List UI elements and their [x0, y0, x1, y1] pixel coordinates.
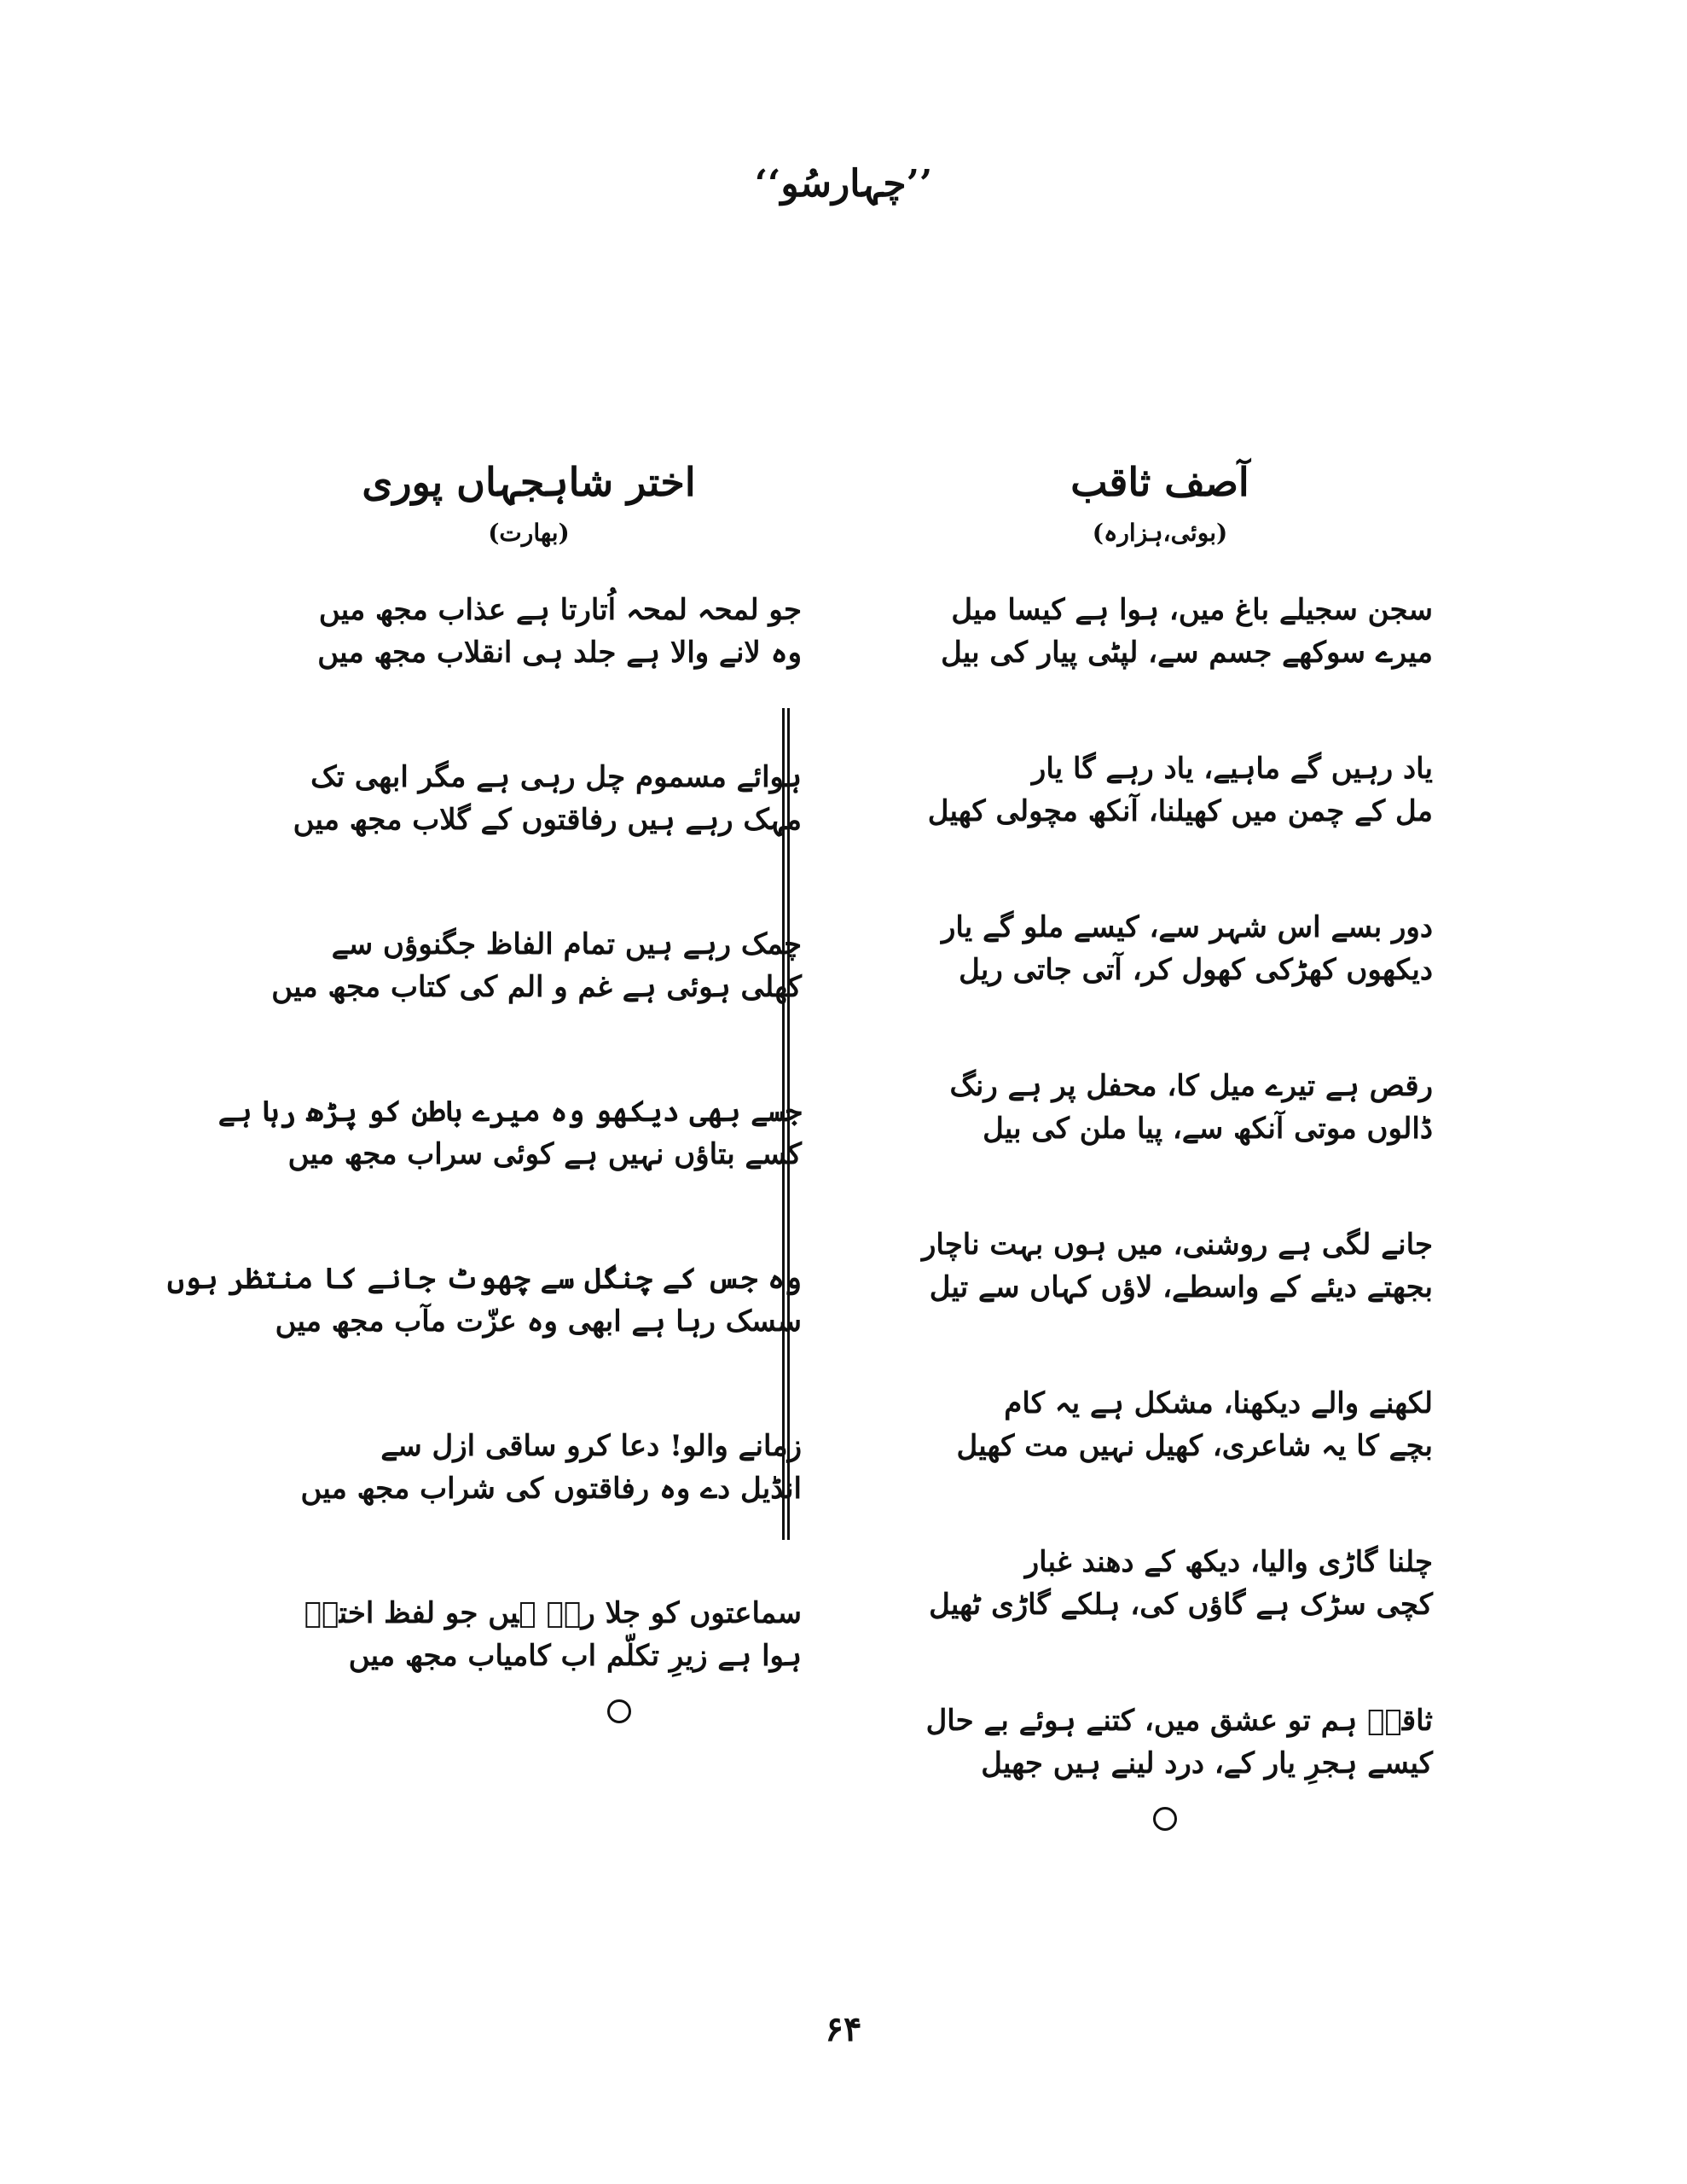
couplet [887, 1065, 1433, 1150]
couplet [887, 589, 1433, 674]
verse-line: چلنا گاڑی والیا، دیکھ کے دھند غبار [1024, 1545, 1433, 1579]
couplet [217, 1090, 802, 1176]
verse-line: لکھنے والے دیکھنا، مشکل ہے یہ کام [1004, 1386, 1433, 1420]
page-number: ۶۴ [825, 2009, 862, 2049]
couplet [887, 906, 1433, 991]
verse-line: ہوا ہے زیرِ تکلّم اب کامیاب مجھ میں [348, 1639, 802, 1673]
verse-line: ڈالوں موتی آنکھ سے، پیا ملن کی بیل [983, 1112, 1433, 1146]
verse-line: جانے لگی ہے روشنی، میں ہوں بہت ناچار [921, 1228, 1433, 1262]
poem-column-right [887, 452, 1433, 1831]
verse-line: کسے بتاؤں نہیں ہے کوئی سراب مجھ میں [287, 1137, 802, 1171]
couplet [256, 589, 802, 674]
verse-line: یاد رہیں گے ماہیے، یاد رہے گا یار [1031, 752, 1433, 786]
verse-line: مہک رہے ہیں رفاقتوں کے گلاب مجھ میں [293, 803, 802, 837]
verse-line: رقص ہے تیرے میل کا، محفل پر ہے رنگ [949, 1069, 1433, 1103]
couplet [887, 1541, 1433, 1626]
verse-line: ثاقبؔ ہم تو عشق میں، کتنے ہوئے بے حال [925, 1704, 1433, 1738]
poem-column-left [166, 452, 802, 1723]
couplet [166, 1258, 802, 1343]
verse-line: وہ جس کے چنگل سے چھوٹ جانے کا منتظر ہوں [166, 1262, 802, 1296]
magazine-title: ’’چہارسُو‘‘ [754, 162, 933, 206]
couplet [887, 1699, 1433, 1785]
couplet [887, 1223, 1433, 1309]
verse-line: کچی سڑک ہے گاؤں کی، ہلکے گاڑی ٹھیل [929, 1588, 1433, 1622]
verse-line: دور بسے اس شہر سے، کیسے ملو گے یار [942, 910, 1433, 944]
verse-line: مل کے چمن میں کھیلنا، آنکھ مچولی کھیل [927, 794, 1433, 828]
verse-line: جسے بھی دیکھو وہ میرے باطن کو پڑھ رہا ہے [217, 1095, 802, 1129]
verse-line: میرے سوکھے جسم سے، لپٹی پیار کی بیل [941, 636, 1433, 670]
couplet [887, 1382, 1433, 1467]
couplet [887, 747, 1433, 833]
end-circle-icon [1153, 1807, 1177, 1831]
couplet [256, 1592, 802, 1677]
verse-line: سماعتوں کو جلا رہے ہیں جو لفظ اخترؔ [304, 1596, 802, 1630]
verse-line: دیکھوں کھڑکی کھول کر، آتی جاتی ریل [959, 953, 1433, 987]
couplet [256, 923, 802, 1008]
verse-line: بچے کا یہ شاعری، کھیل نہیں مت کھیل [956, 1429, 1433, 1463]
verse-line: جو لمحہ لمحہ اُتارتا ہے عذاب مجھ میں [318, 593, 802, 627]
verse-line: زمانے والو! دعا کرو ساقی ازل سے [380, 1429, 802, 1463]
couplet [256, 1425, 802, 1510]
verse-line: ہوائے مسموم چل رہی ہے مگر ابھی تک [310, 760, 802, 794]
poet-location: (بوئی،ہزارہ) [1092, 519, 1228, 547]
verse-line: انڈیل دے وہ رفاقتوں کی شراب مجھ میں [300, 1472, 802, 1506]
verse-line: وہ لانے والا ہے جلد ہی انقلاب مجھ میں [317, 636, 802, 670]
poet-name: آصف ثاقب [1070, 459, 1249, 505]
verse-line: بجھتے دیئے کے واسطے، لاؤں کہاں سے تیل [929, 1270, 1433, 1304]
verse-line: کیسے ہجرِ یار کے، درد لینے ہیں جھیل [981, 1746, 1433, 1780]
end-circle-icon [607, 1699, 631, 1723]
verse-line: سسک رہا ہے ابھی وہ عزّت مآب مجھ میں [275, 1304, 802, 1339]
couplet [256, 756, 802, 841]
verse-line: سجن سجیلے باغ میں، ہوا ہے کیسا میل [951, 593, 1433, 627]
verse-line: کھلی ہوئی ہے غم و الم کی کتاب مجھ میں [271, 970, 802, 1004]
poet-name: اختر شاہجہاں پوری [362, 459, 696, 505]
verse-line: چمک رہے ہیں تمام الفاظ جگنوؤں سے [331, 927, 802, 961]
poet-location: (بھارت) [488, 519, 570, 547]
